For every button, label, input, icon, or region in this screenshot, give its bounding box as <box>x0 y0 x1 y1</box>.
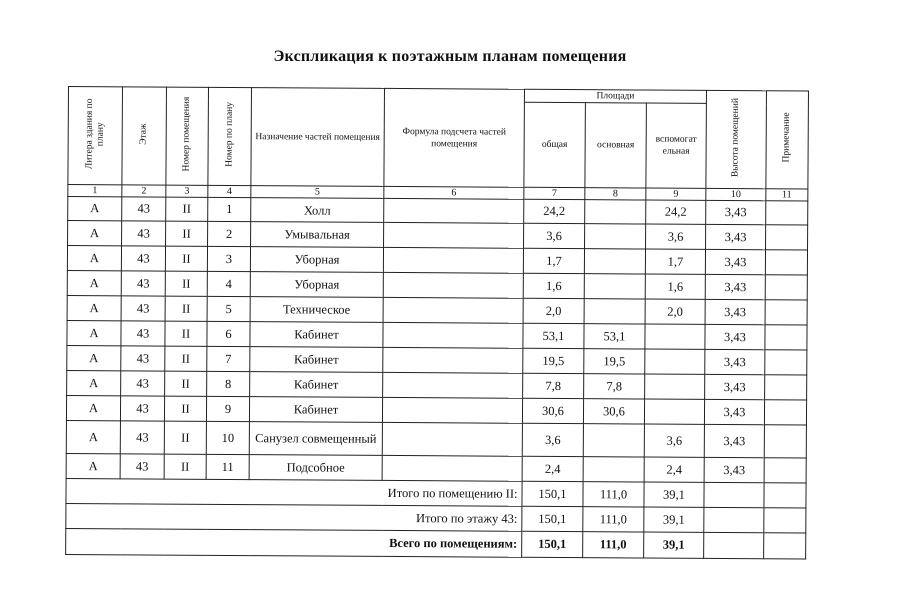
cell-main: 7,8 <box>584 374 645 399</box>
cell-name: Уборная <box>250 247 383 273</box>
cell-floor: 43 <box>122 221 166 246</box>
col-number: 1 <box>68 185 122 197</box>
cell-formula <box>383 297 523 323</box>
cell-name: Умывальная <box>251 222 384 248</box>
cell-main <box>585 200 646 224</box>
cell-aux <box>645 349 705 374</box>
cell-formula <box>384 198 524 223</box>
cell-height: 3,43 <box>705 249 765 274</box>
cell-total: 1,6 <box>523 273 584 298</box>
cell-note <box>764 425 806 458</box>
cell-height: 3,43 <box>706 200 766 224</box>
cell-height: 3,43 <box>704 424 764 457</box>
cell-note <box>765 275 807 300</box>
cell-room: II <box>165 271 207 296</box>
cell-formula <box>382 422 522 456</box>
cell-litera: А <box>68 197 122 221</box>
total-empty <box>704 482 764 507</box>
cell-litera: А <box>67 320 121 345</box>
cell-litera: А <box>67 270 121 295</box>
header-ploshchadi: Площади <box>524 89 706 103</box>
cell-floor: 43 <box>120 396 164 421</box>
cell-total: 24,2 <box>524 199 585 223</box>
col-number: 10 <box>706 188 766 200</box>
cell-number: 2 <box>208 221 251 246</box>
cell-aux <box>645 374 705 399</box>
cell-number: 4 <box>207 271 250 296</box>
cell-litera: А <box>66 395 120 420</box>
cell-note <box>766 225 808 250</box>
cell-aux: 3,6 <box>644 424 704 457</box>
grand-total-label: Всего по помещениям: <box>66 528 522 557</box>
cell-main <box>584 249 645 274</box>
cell-aux: 24,2 <box>646 200 706 224</box>
cell-litera: А <box>66 420 120 453</box>
cell-number: 8 <box>207 371 250 396</box>
cell-floor: 43 <box>121 271 165 296</box>
cell-height: 3,43 <box>704 457 764 482</box>
cell-note <box>765 325 807 350</box>
cell-floor: 43 <box>122 197 166 221</box>
total-aux: 39,1 <box>644 482 704 507</box>
cell-name: Уборная <box>250 272 383 298</box>
cell-number: 5 <box>207 296 250 321</box>
header-formula: Формула подсчета частей помещения <box>384 88 525 187</box>
total-empty <box>764 483 806 508</box>
cell-room: II <box>164 421 206 454</box>
cell-name: Кабинет <box>249 397 382 423</box>
cell-aux: 2,0 <box>645 299 705 324</box>
cell-total: 30,6 <box>522 398 583 423</box>
cell-room: II <box>165 321 207 346</box>
cell-number: 9 <box>206 396 249 421</box>
cell-formula <box>383 322 523 348</box>
header-nomer-pom: Номер помещения <box>166 87 209 185</box>
cell-floor: 43 <box>120 421 164 454</box>
cell-name: Техническое <box>250 297 383 323</box>
cell-total: 1,7 <box>523 248 584 273</box>
cell-litera: А <box>67 246 121 271</box>
cell-floor: 43 <box>121 371 165 396</box>
cell-main <box>584 299 645 324</box>
cell-note <box>765 350 807 375</box>
header-nomer-plan: Номер по плану <box>208 87 252 185</box>
cell-note <box>765 375 807 400</box>
cell-floor: 43 <box>121 246 165 271</box>
col-number: 4 <box>208 185 251 197</box>
cell-total: 53,1 <box>523 323 584 348</box>
total-empty <box>764 533 806 559</box>
cell-height: 3,43 <box>705 349 765 374</box>
cell-litera: А <box>68 221 122 246</box>
cell-note <box>764 458 806 483</box>
page-title: Экспликация к поэтажным планам помещения <box>273 48 627 65</box>
cell-name: Кабинет <box>250 372 383 398</box>
total-empty <box>764 508 806 533</box>
cell-name: Санузел совмещенный <box>249 422 382 456</box>
grand-total-main: 111,0 <box>583 532 644 558</box>
cell-main <box>583 457 644 482</box>
cell-floor: 43 <box>121 346 165 371</box>
cell-total: 3,6 <box>524 223 585 248</box>
cell-litera: А <box>67 345 121 370</box>
cell-litera: А <box>67 370 121 395</box>
cell-room: II <box>165 296 207 321</box>
cell-name: Кабинет <box>250 347 383 373</box>
cell-formula <box>383 272 523 298</box>
cell-aux: 1,7 <box>645 249 705 274</box>
cell-height: 3,43 <box>705 299 765 324</box>
cell-height: 3,43 <box>705 324 765 349</box>
header-litera: Литера здания по плану <box>68 87 123 185</box>
cell-main: 19,5 <box>584 349 645 374</box>
cell-name: Холл <box>251 198 384 223</box>
cell-litera: А <box>67 295 121 320</box>
total-main: 111,0 <box>583 507 644 532</box>
total-main: 111,0 <box>583 482 644 507</box>
cell-aux <box>645 324 705 349</box>
header-osnovnaya: основная <box>585 103 647 188</box>
cell-total: 19,5 <box>523 348 584 373</box>
cell-number: 1 <box>208 197 251 221</box>
cell-formula <box>384 222 524 248</box>
cell-number: 7 <box>207 346 250 371</box>
col-number: 2 <box>122 185 166 197</box>
cell-name: Подсобное <box>249 455 382 481</box>
grand-total-total: 150,1 <box>522 531 583 557</box>
cell-room: II <box>164 396 206 421</box>
header-row-1 <box>68 87 808 105</box>
total-total: 150,1 <box>522 506 583 531</box>
col-number: 5 <box>251 186 384 199</box>
col-number: 8 <box>585 188 646 200</box>
col-number: 7 <box>524 187 585 199</box>
cell-aux: 2,4 <box>644 457 704 482</box>
cell-floor: 43 <box>121 321 165 346</box>
header-vysota: Высота помещений <box>706 90 767 188</box>
cell-room: II <box>166 221 208 246</box>
cell-floor: 43 <box>120 454 164 479</box>
cell-aux: 1,6 <box>645 274 705 299</box>
cell-height: 3,43 <box>704 399 764 424</box>
col-number: 9 <box>646 188 706 200</box>
total-total: 150,1 <box>522 481 583 506</box>
col-number: 11 <box>766 189 808 201</box>
grand-total-row <box>66 528 806 559</box>
cell-height: 3,43 <box>705 374 765 399</box>
total-label: Итого по помещению II: <box>66 478 522 506</box>
cell-formula <box>382 397 522 423</box>
total-aux: 39,1 <box>644 507 704 532</box>
cell-number: 11 <box>206 454 249 479</box>
cell-note <box>765 250 807 275</box>
cell-main <box>584 274 645 299</box>
col-number: 6 <box>384 186 524 199</box>
cell-note <box>766 201 808 225</box>
cell-note <box>764 400 806 425</box>
col-number: 3 <box>166 185 208 197</box>
cell-litera: А <box>66 453 120 478</box>
cell-room: II <box>165 346 207 371</box>
cell-number: 10 <box>206 421 249 454</box>
cell-name: Кабинет <box>250 322 383 348</box>
cell-total: 7,8 <box>523 373 584 398</box>
cell-formula <box>383 347 523 373</box>
total-empty <box>704 532 764 558</box>
header-vspomog: вспомогат ельная <box>646 103 707 188</box>
cell-height: 3,43 <box>706 224 766 249</box>
cell-number: 3 <box>207 246 250 271</box>
header-obshchaya: общая <box>524 102 586 187</box>
cell-formula <box>383 247 523 273</box>
cell-room: II <box>165 246 207 271</box>
cell-note <box>765 300 807 325</box>
cell-total: 2,4 <box>522 456 583 481</box>
cell-room: II <box>165 371 207 396</box>
cell-number: 6 <box>207 321 250 346</box>
cell-total: 3,6 <box>522 423 583 456</box>
cell-floor: 43 <box>121 296 165 321</box>
cell-formula <box>382 455 522 481</box>
header-primechanie: Примечание <box>766 91 809 189</box>
cell-main: 53,1 <box>584 324 645 349</box>
table-row <box>66 420 806 458</box>
header-etazh: Этаж <box>122 87 167 185</box>
cell-main <box>583 424 644 457</box>
total-empty <box>704 507 764 532</box>
cell-formula <box>383 372 523 398</box>
cell-main: 30,6 <box>583 399 644 424</box>
cell-main <box>585 224 646 249</box>
cell-aux <box>644 399 704 424</box>
cell-room: II <box>166 197 208 221</box>
grand-total-aux: 39,1 <box>644 532 704 558</box>
cell-height: 3,43 <box>705 274 765 299</box>
cell-aux: 3,6 <box>646 224 706 249</box>
cell-room: II <box>164 454 206 479</box>
total-label: Итого по этажу 43: <box>66 503 522 531</box>
header-naznachenie: Назначение частей помещения <box>251 88 385 187</box>
explication-table <box>65 86 809 560</box>
cell-total: 2,0 <box>523 298 584 323</box>
